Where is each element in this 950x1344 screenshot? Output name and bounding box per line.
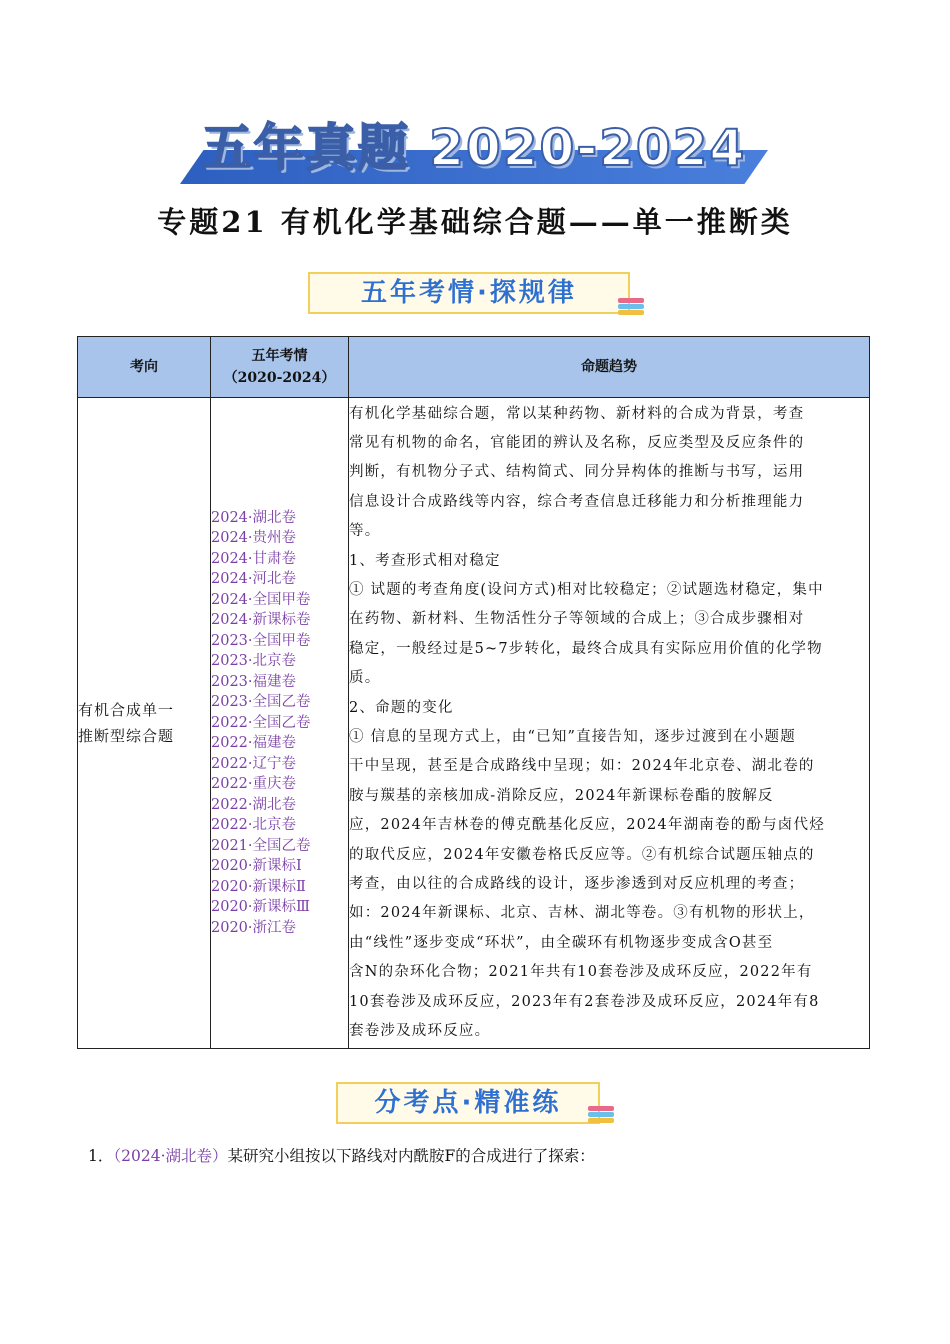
- exam-year-item: 2022·辽宁卷: [211, 755, 297, 772]
- exam-year-item: 2023·全国乙卷: [211, 694, 311, 711]
- exam-year-item: 2022·福建卷: [211, 735, 297, 752]
- trend-line: 稳定，一般经过是5~7步转化，最终合成具有实际应用价值的化学物: [349, 640, 823, 657]
- header-years-line2: （2020-2024）: [223, 370, 336, 386]
- trend-line: 套卷涉及成环反应。: [349, 1023, 491, 1040]
- banner: [180, 118, 768, 184]
- trend-line: 在药物、新材料、生物活性分子等领域的合成上；③合成步骤相对: [349, 611, 805, 628]
- books-icon: [618, 298, 646, 318]
- years-cell: [211, 398, 349, 1049]
- header-years: [211, 337, 349, 398]
- exam-year-item: 2020·浙江卷: [211, 919, 297, 936]
- topic-line: 有机合成单一: [78, 701, 175, 719]
- topic-line: 推断型综合题: [78, 727, 175, 745]
- trend-line: 胺与羰基的亲核加成-消除反应，2024年新课标卷酯的胺解反: [349, 787, 774, 804]
- trend-line: 有机化学基础综合题，常以某种药物、新材料的合成为背景，考查: [349, 405, 805, 422]
- page-title: 专题21 有机化学基础综合题——单一推断类: [157, 205, 793, 239]
- question-number: 1．: [88, 1147, 114, 1165]
- trend-line: 信息设计合成路线等内容，综合考查信息迁移能力和分析推理能力: [349, 493, 805, 510]
- exam-year-item: 2022·北京卷: [211, 817, 297, 834]
- exam-trend-table: [77, 336, 870, 1049]
- exam-year-item: 2020·新课标Ⅲ: [211, 899, 310, 916]
- trend-line: 等。: [349, 523, 381, 540]
- trend-text: [349, 400, 869, 1047]
- exam-year-item: 2021·全国乙卷: [211, 837, 311, 854]
- trend-line: 含N的杂环化合物；2021年共有10套卷涉及成环反应，2022年有: [349, 964, 813, 981]
- banner-title: 五年真题 2020-2024: [201, 119, 747, 177]
- trend-line: 考查，由以往的合成路线的设计，逐步渗透到对反应机理的考查；: [349, 876, 805, 893]
- exam-year-item: 2024·河北卷: [211, 571, 297, 588]
- exam-year-item: 2020·新课标Ⅱ: [211, 878, 306, 895]
- exam-year-item: 2022·全国乙卷: [211, 714, 311, 731]
- exam-year-item: 2024·全国甲卷: [211, 591, 311, 608]
- topic-cell: [78, 398, 211, 1049]
- trend-line: 2、命题的变化: [349, 699, 454, 716]
- trend-cell: [349, 398, 870, 1049]
- books-icon: [588, 1106, 616, 1126]
- trend-line: 质。: [349, 670, 381, 687]
- trend-line: 10套卷涉及成环反应，2023年有2套卷涉及成环反应，2024年有8: [349, 993, 820, 1010]
- trend-line: 判断，有机物分子式、结构简式、同分异构体的推断与书写，运用: [349, 464, 805, 481]
- exam-year-item: 2023·北京卷: [211, 653, 297, 670]
- trend-line: 常见有机物的命名，官能团的辨认及名称，反应类型及反应条件的: [349, 434, 805, 451]
- trend-line: 1、考查形式相对稳定: [349, 552, 501, 569]
- exam-year-item: 2024·贵州卷: [211, 530, 297, 547]
- header-trend: 命题趋势: [349, 337, 870, 398]
- trend-line: ① 试题的考查角度(设问方式)相对比较稳定；②试题选材稳定，集中: [349, 581, 824, 598]
- trend-line: 的取代反应，2024年安徽卷格氏反应等。②有机综合试题压轴点的: [349, 846, 815, 863]
- table-row: [78, 398, 870, 1049]
- trend-line: 干中呈现，甚至是合成路线中呈现；如：2024年北京卷、湖北卷的: [349, 758, 815, 775]
- question-text: 某研究小组按以下路线对内酰胺F的合成进行了探索：: [227, 1147, 595, 1165]
- exam-year-item: 2020·新课标Ⅰ: [211, 858, 302, 875]
- trend-line: 由“线性”逐步变成“环状”，由全碳环有机物逐步变成含O甚至: [349, 934, 774, 951]
- section-heading-trends: 五年考情·探规律: [308, 272, 630, 314]
- exam-year-item: 2022·湖北卷: [211, 796, 297, 813]
- exam-year-item: 2024·甘肃卷: [211, 550, 297, 567]
- exam-year-item: 2022·重庆卷: [211, 776, 297, 793]
- question-source: （2024·湖北卷）: [113, 1147, 228, 1165]
- exam-year-item: 2024·新课标卷: [211, 612, 311, 629]
- header-years-line1: 五年考情: [251, 348, 308, 364]
- exam-year-item: 2023·福建卷: [211, 673, 297, 690]
- question-1: [88, 1144, 595, 1166]
- section-heading-practice: 分考点·精准练: [336, 1082, 600, 1124]
- table-header-row: [78, 337, 870, 398]
- years-list: [211, 508, 348, 939]
- exam-year-item: 2023·全国甲卷: [211, 632, 311, 649]
- trend-line: 应，2024年吉林卷的傅克酰基化反应，2024年湖南卷的酚与卤代烃: [349, 817, 825, 834]
- header-topic: 考向: [78, 337, 211, 398]
- trend-line: 如：2024年新课标、北京、吉林、湖北等卷。③有机物的形状上，: [349, 905, 815, 922]
- exam-year-item: 2024·湖北卷: [211, 509, 297, 526]
- trend-line: ① 信息的呈现方式上，由“已知”直接告知，逐步过渡到在小题题: [349, 729, 796, 745]
